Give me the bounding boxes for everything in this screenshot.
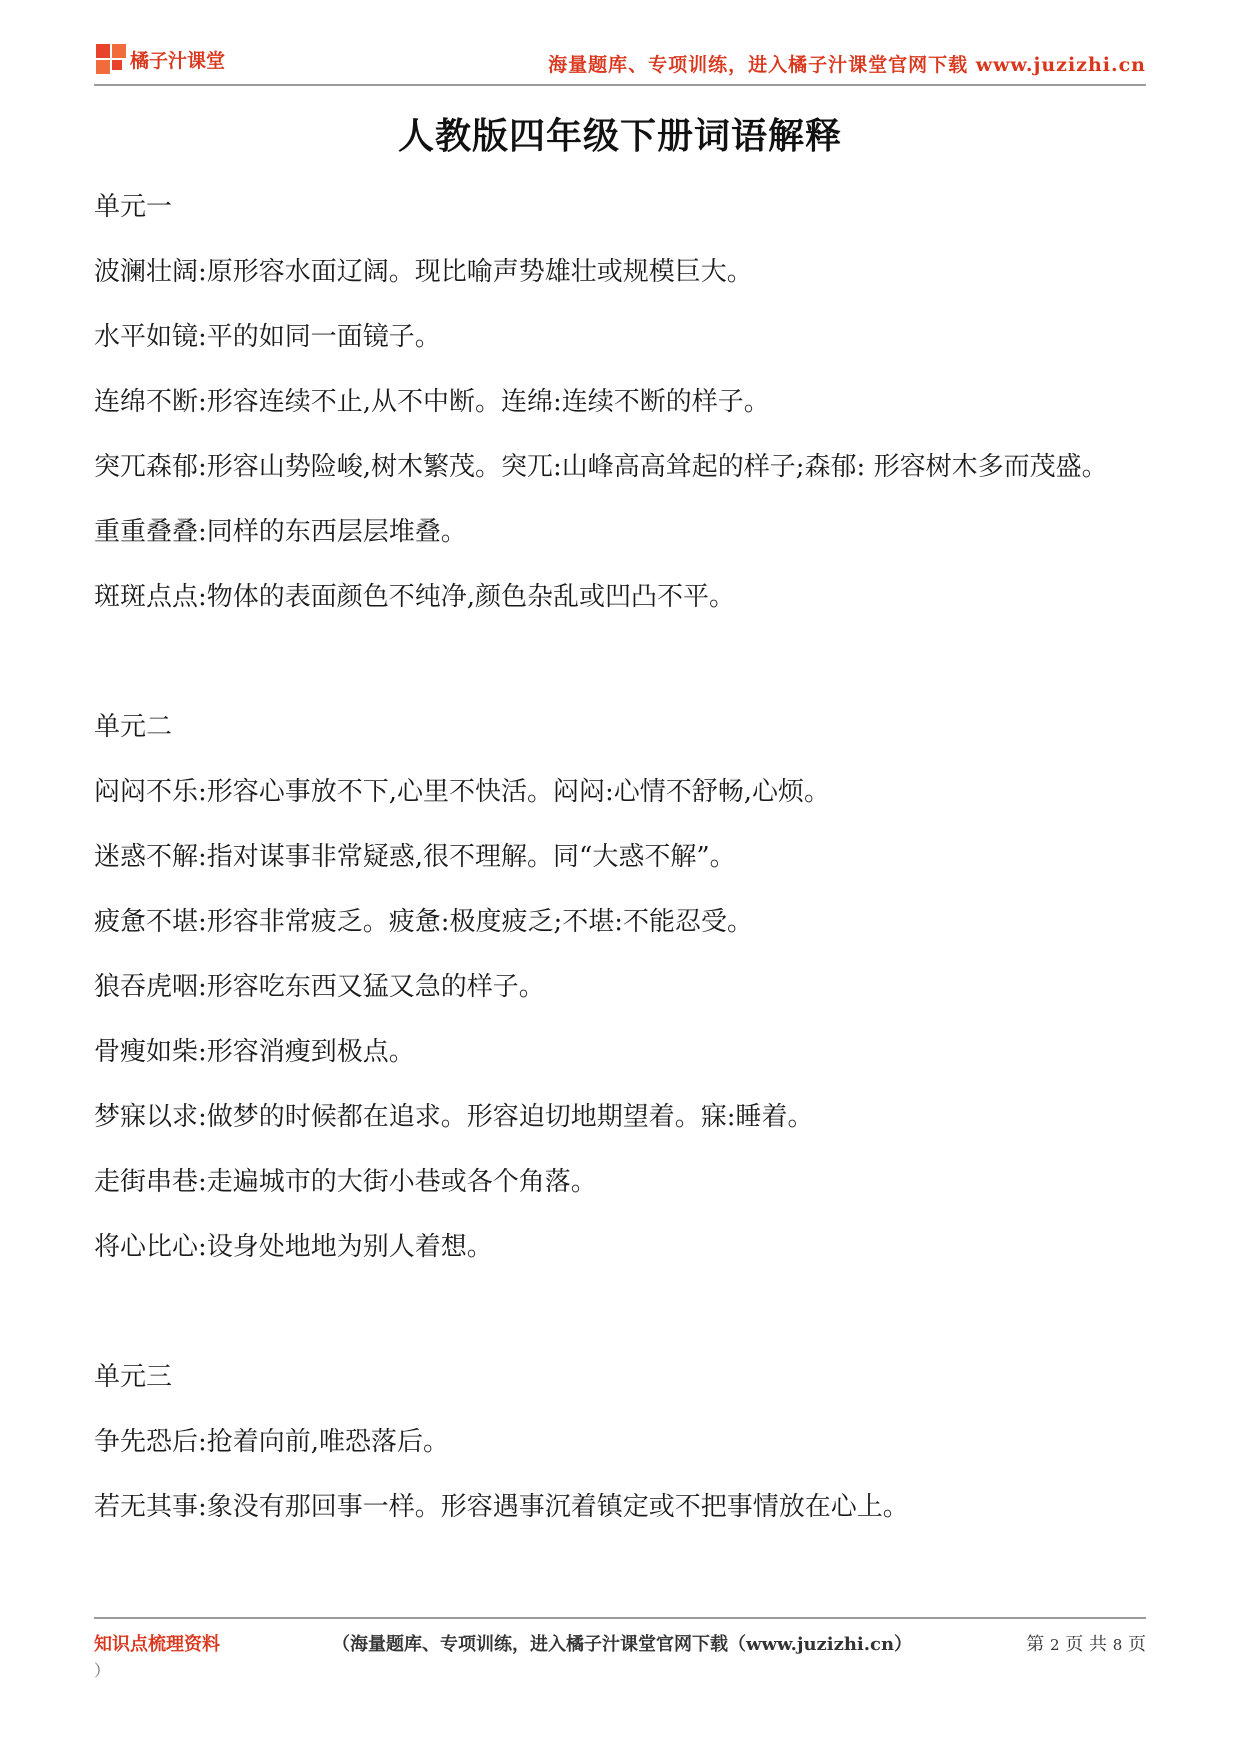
entry: 连绵不断:形容连续不止,从不中断。连绵:连续不断的样子。 — [94, 387, 770, 417]
header-slogan: 海量题库、专项训练，进入橘子汁课堂官网下载 www.juzizhi.cn — [548, 54, 1146, 76]
entry: 突兀森郁:形容山势险峻,树木繁茂。突兀:山峰高高耸起的样子;森郁: 形容树木多而茂盛。 — [94, 452, 1108, 482]
logo — [96, 44, 225, 74]
header-divider — [94, 84, 1146, 86]
unit-heading: 单元二 — [94, 712, 173, 742]
footer-paren: ） — [94, 1661, 111, 1680]
document-body — [94, 175, 1154, 1540]
entry: 重重叠叠:同样的东西层层堆叠。 — [94, 517, 467, 547]
entry: 闷闷不乐:形容心事放不下,心里不快活。闷闷:心情不舒畅,心烦。 — [94, 777, 831, 807]
entry: 迷惑不解:指对谋事非常疑惑,很不理解。同“大惑不解”。 — [94, 842, 736, 872]
entry: 波澜壮阔:原形容水面辽阔。现比喻声势雄壮或规模巨大。 — [94, 257, 753, 287]
entry: 斑斑点点:物体的表面颜色不纯净,颜色杂乱或凹凸不平。 — [94, 582, 736, 612]
entry: 若无其事:象没有那回事一样。形容遇事沉着镇定或不把事情放在心上。 — [94, 1492, 909, 1522]
entry: 梦寐以求:做梦的时候都在追求。形容迫切地期望着。寐:睡着。 — [94, 1102, 814, 1132]
entry: 水平如镜:平的如同一面镜子。 — [94, 322, 441, 352]
unit-heading: 单元三 — [94, 1362, 173, 1392]
page-header — [94, 38, 1146, 82]
entry: 疲惫不堪:形容非常疲乏。疲惫:极度疲乏;不堪:不能忍受。 — [94, 907, 754, 937]
logo-icon — [96, 44, 126, 74]
unit-heading: 单元一 — [94, 192, 173, 222]
page-number: 第 2 页 共 8 页 — [1026, 1634, 1146, 1655]
document-title: 人教版四年级下册词语解释 — [397, 115, 842, 157]
entry: 狼吞虎咽:形容吃东西又猛又急的样子。 — [94, 972, 545, 1002]
entry: 骨瘦如柴:形容消瘦到极点。 — [94, 1037, 415, 1067]
entry: 将心比心:设身处地地为别人着想。 — [94, 1232, 493, 1262]
page-footer — [94, 1626, 1146, 1686]
footer-divider — [94, 1617, 1146, 1619]
footer-slogan: （海量题库、专项训练，进入橘子汁课堂官网下载（www.juzizhi.cn） — [332, 1634, 913, 1655]
entry: 走街串巷:走遍城市的大街小巷或各个角落。 — [94, 1167, 597, 1197]
entry: 争先恐后:抢着向前,唯恐落后。 — [94, 1427, 450, 1457]
logo-text: 橘子汁课堂 — [130, 49, 226, 72]
footer-label: 知识点梳理资料 — [94, 1634, 220, 1655]
